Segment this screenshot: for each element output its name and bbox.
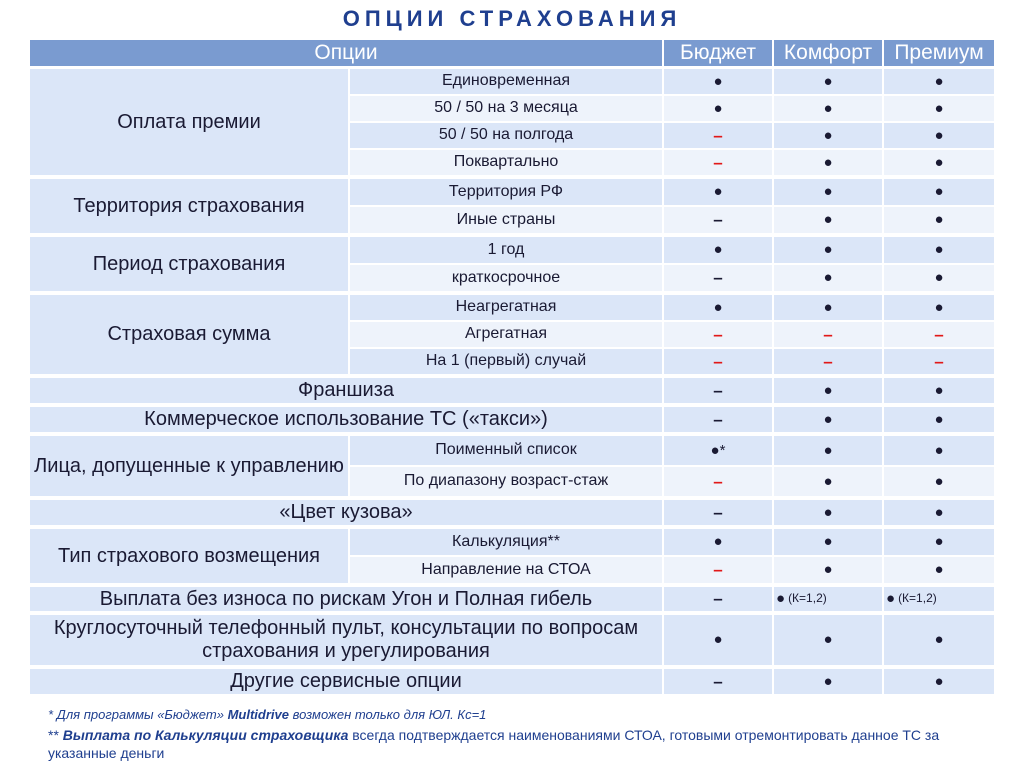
sub-option-label: 50 / 50 на 3 месяца xyxy=(350,96,662,121)
value-cell: ● xyxy=(884,295,994,320)
value-cell: ● xyxy=(774,237,882,263)
value-cell: – xyxy=(664,265,772,291)
sub-option-label: Иные страны xyxy=(350,207,662,233)
value-cell: ● xyxy=(774,500,882,525)
footnote-1: * Для программы «Бюджет» Multidrive возможен только для ЮЛ. Кс=1 xyxy=(48,707,487,722)
group-label: Тип страхового возмещения xyxy=(30,529,348,583)
sub-option-label: 50 / 50 на полгода xyxy=(350,123,662,148)
sub-option-label: Неагрегатная xyxy=(350,295,662,320)
value-cell: ● xyxy=(884,179,994,205)
value-cell: ● xyxy=(884,237,994,263)
sub-option-label: Калькуляция** xyxy=(350,529,662,555)
value-cell: ● xyxy=(884,150,994,175)
value-cell: – xyxy=(664,150,772,175)
sub-option-label: Поквартально xyxy=(350,150,662,175)
footnote-2: ** Выплата по Калькуляции страховщика всегда подтверждается наименованиями СТОА, готовыми отремонтировать данное ТС за указанные деньги xyxy=(48,727,940,762)
option-label: Коммерческое использование ТС («такси») xyxy=(30,407,662,432)
value-cell: ● xyxy=(884,407,994,432)
value-cell: – xyxy=(664,557,772,583)
value-cell: – xyxy=(774,322,882,347)
value-cell: – xyxy=(664,207,772,233)
value-cell: ● xyxy=(884,436,994,465)
value-cell: ● xyxy=(774,615,882,665)
sub-option-label: краткосрочное xyxy=(350,265,662,291)
value-cell: ● xyxy=(664,295,772,320)
value-cell: – xyxy=(884,349,994,374)
header-comfort: Комфорт xyxy=(774,40,882,66)
header-options: Опции xyxy=(30,40,662,66)
value-cell: ● xyxy=(884,123,994,148)
sub-option-label: На 1 (первый) случай xyxy=(350,349,662,374)
sub-option-label: Агрегатная xyxy=(350,322,662,347)
group-label: Оплата премии xyxy=(30,69,348,175)
value-cell: ● xyxy=(884,557,994,583)
value-cell: ● xyxy=(884,529,994,555)
header-budget: Бюджет xyxy=(664,40,772,66)
value-cell: ● xyxy=(774,669,882,694)
value-cell: ● xyxy=(774,179,882,205)
value-cell: ● (К=1,2) xyxy=(884,587,994,611)
option-label: Круглосуточный телефонный пульт, консультации по вопросам страхования и урегулирования xyxy=(30,615,662,665)
value-cell: ● xyxy=(774,69,882,94)
value-cell: ● xyxy=(774,295,882,320)
value-cell: – xyxy=(664,407,772,432)
value-cell: ● xyxy=(774,150,882,175)
value-cell: – xyxy=(664,500,772,525)
value-cell: ● xyxy=(664,237,772,263)
value-cell: ● xyxy=(774,96,882,121)
value-cell: – xyxy=(664,587,772,611)
value-cell: ● xyxy=(884,69,994,94)
value-cell: ● xyxy=(884,615,994,665)
value-cell: ● xyxy=(774,123,882,148)
group-label: Территория страхования xyxy=(30,179,348,233)
value-cell: ● xyxy=(774,207,882,233)
coefficient-note: (К=1,2) xyxy=(788,591,827,606)
value-cell: ● xyxy=(774,265,882,291)
value-cell: – xyxy=(664,123,772,148)
sub-option-label: Поименный список xyxy=(350,436,662,465)
value-cell: ● (К=1,2) xyxy=(774,587,882,611)
value-cell: ● xyxy=(774,529,882,555)
value-cell: ● xyxy=(884,96,994,121)
value-cell: ● xyxy=(884,500,994,525)
value-cell: ● xyxy=(884,669,994,694)
option-label: Выплата без износа по рискам Угон и Полная гибель xyxy=(30,587,662,611)
value-cell: ● xyxy=(664,529,772,555)
value-cell: ● xyxy=(774,407,882,432)
coefficient-note: (К=1,2) xyxy=(898,591,937,606)
value-cell: ● xyxy=(664,69,772,94)
value-cell: ● xyxy=(774,378,882,403)
value-cell: ● xyxy=(884,467,994,496)
group-label: Лица, допущенные к управлению xyxy=(30,436,348,496)
value-cell: ● xyxy=(774,557,882,583)
value-cell: ● xyxy=(664,615,772,665)
value-cell: – xyxy=(664,669,772,694)
value-cell: ● xyxy=(884,207,994,233)
value-cell: – xyxy=(664,349,772,374)
sub-option-label: 1 год xyxy=(350,237,662,263)
value-cell: ● xyxy=(664,96,772,121)
option-label: «Цвет кузова» xyxy=(30,500,662,525)
value-cell: ● xyxy=(774,467,882,496)
group-label: Период страхования xyxy=(30,237,348,291)
header-premium: Премиум xyxy=(884,40,994,66)
sub-option-label: Единовременная xyxy=(350,69,662,94)
value-cell: ● xyxy=(774,436,882,465)
value-cell: – xyxy=(774,349,882,374)
value-cell: ● xyxy=(884,265,994,291)
sub-option-label: Территория РФ xyxy=(350,179,662,205)
group-label: Страховая сумма xyxy=(30,295,348,374)
value-cell: – xyxy=(664,467,772,496)
value-cell: ● xyxy=(664,179,772,205)
sub-option-label: Направление на СТОА xyxy=(350,557,662,583)
value-cell: ●* xyxy=(664,436,772,465)
sub-option-label: По диапазону возраст-стаж xyxy=(350,467,662,496)
option-label: Франшиза xyxy=(30,378,662,403)
value-cell: – xyxy=(884,322,994,347)
page-title: ОПЦИИ СТРАХОВАНИЯ xyxy=(342,6,682,31)
value-cell: – xyxy=(664,322,772,347)
value-cell: ● xyxy=(884,378,994,403)
option-label: Другие сервисные опции xyxy=(30,669,662,694)
value-cell: – xyxy=(664,378,772,403)
